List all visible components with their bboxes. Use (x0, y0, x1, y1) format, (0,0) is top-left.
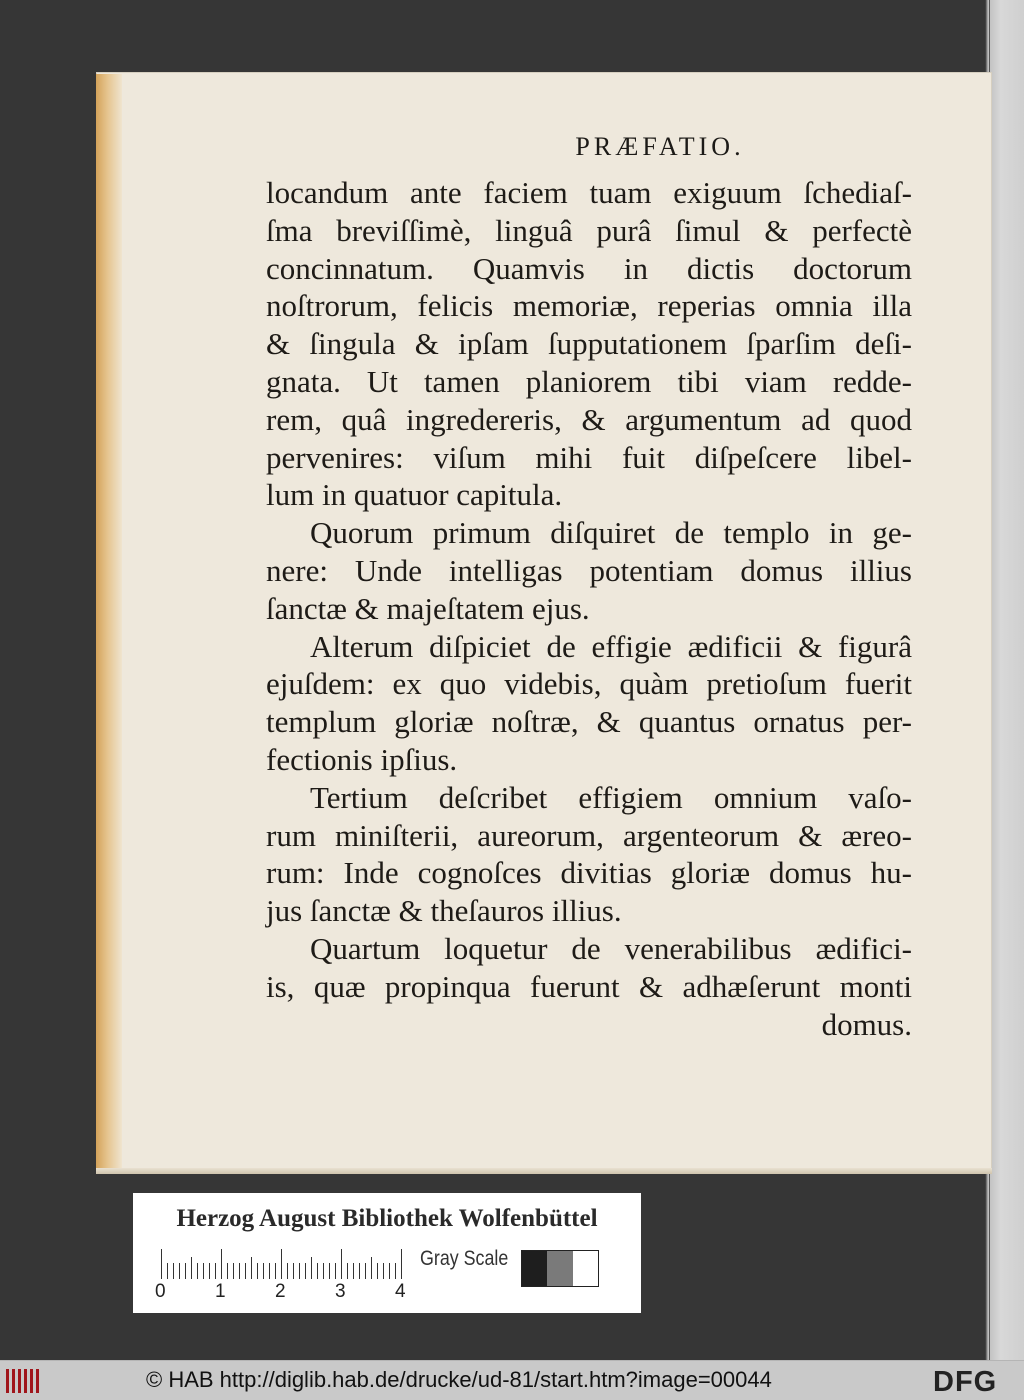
ruler-tick (179, 1263, 180, 1279)
ruler-tick (317, 1263, 318, 1279)
ruler-tick (281, 1249, 282, 1279)
ruler-tick (167, 1263, 168, 1279)
swatch-dark (522, 1251, 547, 1286)
text-line: rum miniſterii, aureorum, argenteorum & æreo- (266, 817, 912, 853)
swatch-light (573, 1251, 598, 1286)
ruler-tick (257, 1263, 258, 1279)
ruler-tick (299, 1263, 300, 1279)
ruler-tick (221, 1249, 222, 1279)
ruler-tick (227, 1263, 228, 1279)
ruler-number: 3 (335, 1281, 346, 1302)
ruler-tick (377, 1263, 378, 1279)
text-line: fectionis ipſius. (266, 741, 458, 777)
ruler-tick (161, 1249, 162, 1279)
text-line: Tertium deſcribet effigiem omnium vaſo- (310, 779, 912, 815)
text-line: lum in quatuor capitula. (266, 477, 563, 513)
gray-scale-swatches (521, 1250, 599, 1287)
ruler-tick (341, 1249, 342, 1279)
text-line: rem, quâ ingredereris, & argumentum ad quod (266, 401, 912, 437)
text-line: noſtrorum, felicis memoriæ, reperias omnia illa (266, 288, 912, 324)
ruler-tick (395, 1263, 396, 1279)
ruler-tick (197, 1263, 198, 1279)
text-line: Quartum loquetur de venerabilibus ædifici- (310, 930, 912, 966)
text-line: ſma breviſſimè, linguâ purâ ſimul & perfectè (266, 212, 912, 248)
ruler-number: 0 (155, 1281, 166, 1302)
ruler-tick (251, 1257, 252, 1279)
library-color-card (133, 1193, 641, 1313)
hab-barcode-icon (6, 1369, 42, 1393)
ruler-tick (191, 1257, 192, 1279)
text-line: locandum ante faciem tuam exiguum ſchediaſ- (266, 175, 912, 210)
footer-bar (0, 1360, 1024, 1400)
ruler-number: 2 (275, 1281, 286, 1302)
ruler-tick (293, 1263, 294, 1279)
text-line: concinnatum. Quamvis in dictis doctorum (266, 250, 912, 286)
ruler-tick (383, 1263, 384, 1279)
ruler-number: 1 (215, 1281, 226, 1302)
library-name: Herzog August Bibliothek Wolfenbüttel (176, 1205, 598, 1232)
ruler-tick (173, 1263, 174, 1279)
dfg-logo: DFG (933, 1366, 998, 1398)
ruler-tick (275, 1263, 276, 1279)
ruler-tick (323, 1263, 324, 1279)
ruler-tick (209, 1263, 210, 1279)
ruler-tick (329, 1263, 330, 1279)
ruler-numbers (155, 1281, 435, 1305)
ruler-tick (371, 1257, 372, 1279)
page-gilt-edge (96, 74, 122, 1174)
text-line: ſanctæ & majeſtatem ejus. (266, 590, 590, 626)
page-bottom-edge (96, 1168, 992, 1174)
ruler-tick (335, 1263, 336, 1279)
text-line: Quorum primum diſquiret de templo in ge- (310, 515, 912, 551)
swatch-mid (547, 1251, 572, 1286)
ruler-tick (233, 1263, 234, 1279)
scale-ruler (161, 1249, 411, 1279)
ruler-tick (263, 1263, 264, 1279)
source-url: © HAB http://diglib.hab.de/drucke/ud-81/start.htm?image=00044 (146, 1367, 772, 1392)
text-line: & ſingula & ipſam ſupputationem ſparſim deſi- (266, 326, 912, 362)
ruler-number: 4 (395, 1281, 406, 1302)
ruler-tick (305, 1263, 306, 1279)
ruler-tick (245, 1263, 246, 1279)
ruler-tick (203, 1263, 204, 1279)
ruler-tick (269, 1263, 270, 1279)
ruler-tick (185, 1263, 186, 1279)
ruler-tick (359, 1263, 360, 1279)
ruler-tick (401, 1249, 402, 1279)
ruler-tick (347, 1263, 348, 1279)
gray-scale-label: Gray Scale (420, 1247, 509, 1270)
text-line: is, quæ propinqua fuerunt & adhæſerunt monti (266, 968, 912, 1004)
ruler-tick (287, 1263, 288, 1279)
ruler-tick (353, 1263, 354, 1279)
ruler-tick (239, 1263, 240, 1279)
text-line: nere: Unde intelligas potentiam domus illius (266, 552, 912, 588)
body-text (266, 174, 912, 1043)
ruler-tick (215, 1263, 216, 1279)
ruler-tick (389, 1263, 390, 1279)
running-header: PRÆFATIO. (575, 132, 745, 161)
text-line: jus ſanctæ & theſauros illius. (266, 893, 622, 929)
text-line: Alterum diſpiciet de effigie ædificii & figurâ (310, 628, 912, 664)
text-line: ejuſdem: ex quo videbis, quàm pretioſum fuerit (266, 666, 912, 702)
text-line: gnata. Ut tamen planiorem tibi viam redde- (266, 363, 912, 399)
text-line: rum: Inde cognoſces divitias gloriæ domus hu- (266, 855, 912, 891)
text-line: templum gloriæ noſtræ, & quantus ornatus per- (266, 704, 912, 740)
text-line: domus. (821, 1006, 912, 1042)
ruler-tick (365, 1263, 366, 1279)
ruler-tick (311, 1257, 312, 1279)
text-line: pervenires: viſum mihi fuit diſpeſcere libel- (266, 439, 912, 475)
